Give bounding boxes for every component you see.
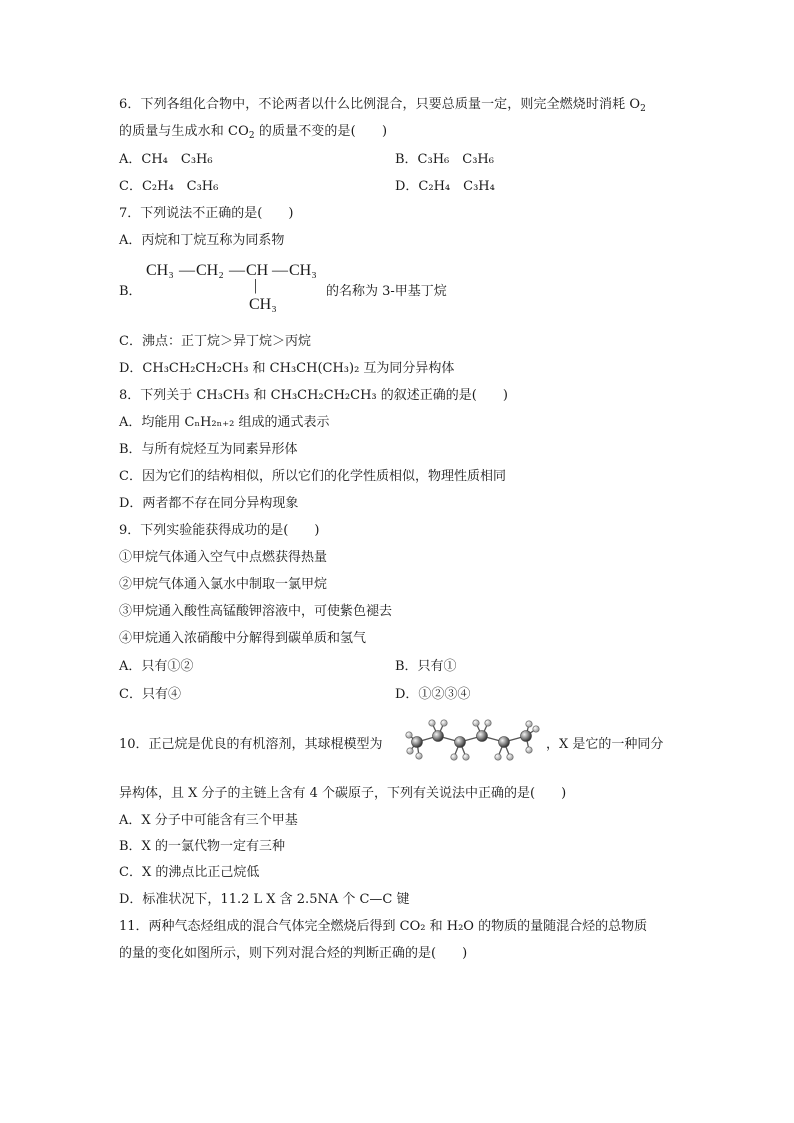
q6-co2-subscript: 2 [248,131,255,141]
hexane-ball-stick-model [405,715,545,775]
q9-statement-2: ②甲烷气体通入氯水中制取一氯甲烷 [119,577,328,592]
q10-option-a: A．X 分子中可能含有三个甲基 [119,813,298,828]
formula-ch3-branch: CH₃ [249,296,277,313]
q9-option-a: A．只有①② [119,659,194,674]
q10-stem-part2: ，X 是它的一种同分 [546,737,664,752]
formula-ch3-left: CH₃ [146,262,174,279]
q8-option-d: D．两者都不存在同分异构现象 [119,496,299,511]
formula-bond-2: — [229,262,245,279]
q9-option-d: D．①②③④ [395,687,471,702]
q6-stem-part1: 6．下列各组化合物中，不论两者以什么比例混合，只要总质量一定，则完全燃烧时消耗 O [119,97,641,112]
q7-option-b-label: B． [119,284,142,299]
q6-line1 [119,95,646,115]
q10-option-c: C．X 的沸点比正己烷低 [119,865,260,880]
q9-option-c: C．只有④ [119,687,181,702]
q6-option-c: C．C₂H₄ C₃H₆ [119,179,219,194]
q6-stem-part2: 的质量与生成水和 CO [119,124,249,139]
q6-line2 [119,122,387,142]
formula-ch3-right: CH₃ [289,262,317,279]
q6-option-b: B．C₃H₆ C₃H₆ [395,152,494,167]
q7-stem: 7．下列说法不正确的是( ) [119,206,294,221]
q9-option-b: B．只有① [395,659,457,674]
q7-option-a: A．丙烷和丁烷互称为同系物 [119,233,285,248]
q7-option-b-text: 的名称为 3-甲基丁烷 [326,284,447,299]
q10-stem-part1: 10．正己烷是优良的有机溶剂，其球棍模型为 [119,737,383,752]
structural-formula [146,262,326,318]
q8-option-c: C．因为它们的结构相似，所以它们的化学性质相似，物理性质相同 [119,469,506,484]
formula-bond-3: — [272,262,288,279]
q9-statement-1: ①甲烷气体通入空气中点燃获得热量 [119,550,328,565]
formula-ch2: CH₂ [196,262,224,279]
q9-statement-3: ③甲烷通入酸性高锰酸钾溶液中，可使紫色褪去 [119,604,393,619]
q8-option-b: B．与所有烷烃互为同素异形体 [119,442,298,457]
formula-vertical-bond: | [254,277,258,294]
q11-stem-line2: 的量的变化如图所示，则下列对混合烃的判断正确的是( ) [119,946,468,961]
q9-statement-4: ④甲烷通入浓硝酸中分解得到碳单质和氢气 [119,631,367,646]
q10-option-d: D．标准状况下，11.2 L X 含 2.5NA 个 C—C 键 [119,892,410,907]
q6-stem-part3: 的质量不变的是( ) [254,124,388,139]
q6-option-a: A．CH₄ C₃H₆ [119,152,213,167]
q8-stem: 8．下列关于 CH₃CH₃ 和 CH₃CH₂CH₂CH₃ 的叙述正确的是( ) [119,388,508,403]
q7-option-c: C．沸点：正丁烷＞异丁烷＞丙烷 [119,334,311,349]
q7-option-d: D．CH₃CH₂CH₂CH₃ 和 CH₃CH(CH₃)₂ 互为同分异构体 [119,361,455,376]
q6-o2-subscript: 2 [640,104,646,114]
q10-option-b: B．X 的一氯代物一定有三种 [119,839,285,854]
q11-stem-line1: 11．两种气态烃组成的混合气体完全燃烧后得到 CO₂ 和 H₂O 的物质的量随混合烃的总物质 [119,919,648,934]
q10-stem-part3: 异构体，且 X 分子的主链上含有 4 个碳原子，下列有关说法中正确的是( ) [119,786,567,801]
q6-option-d: D．C₂H₄ C₃H₄ [395,179,495,194]
q9-stem: 9．下列实验能获得成功的是( ) [119,523,320,538]
q8-option-a: A．均能用 CₙH₂ₙ₊₂ 组成的通式表示 [119,415,330,430]
formula-bond-1: — [179,262,195,279]
formula-ch: CH [246,262,269,279]
